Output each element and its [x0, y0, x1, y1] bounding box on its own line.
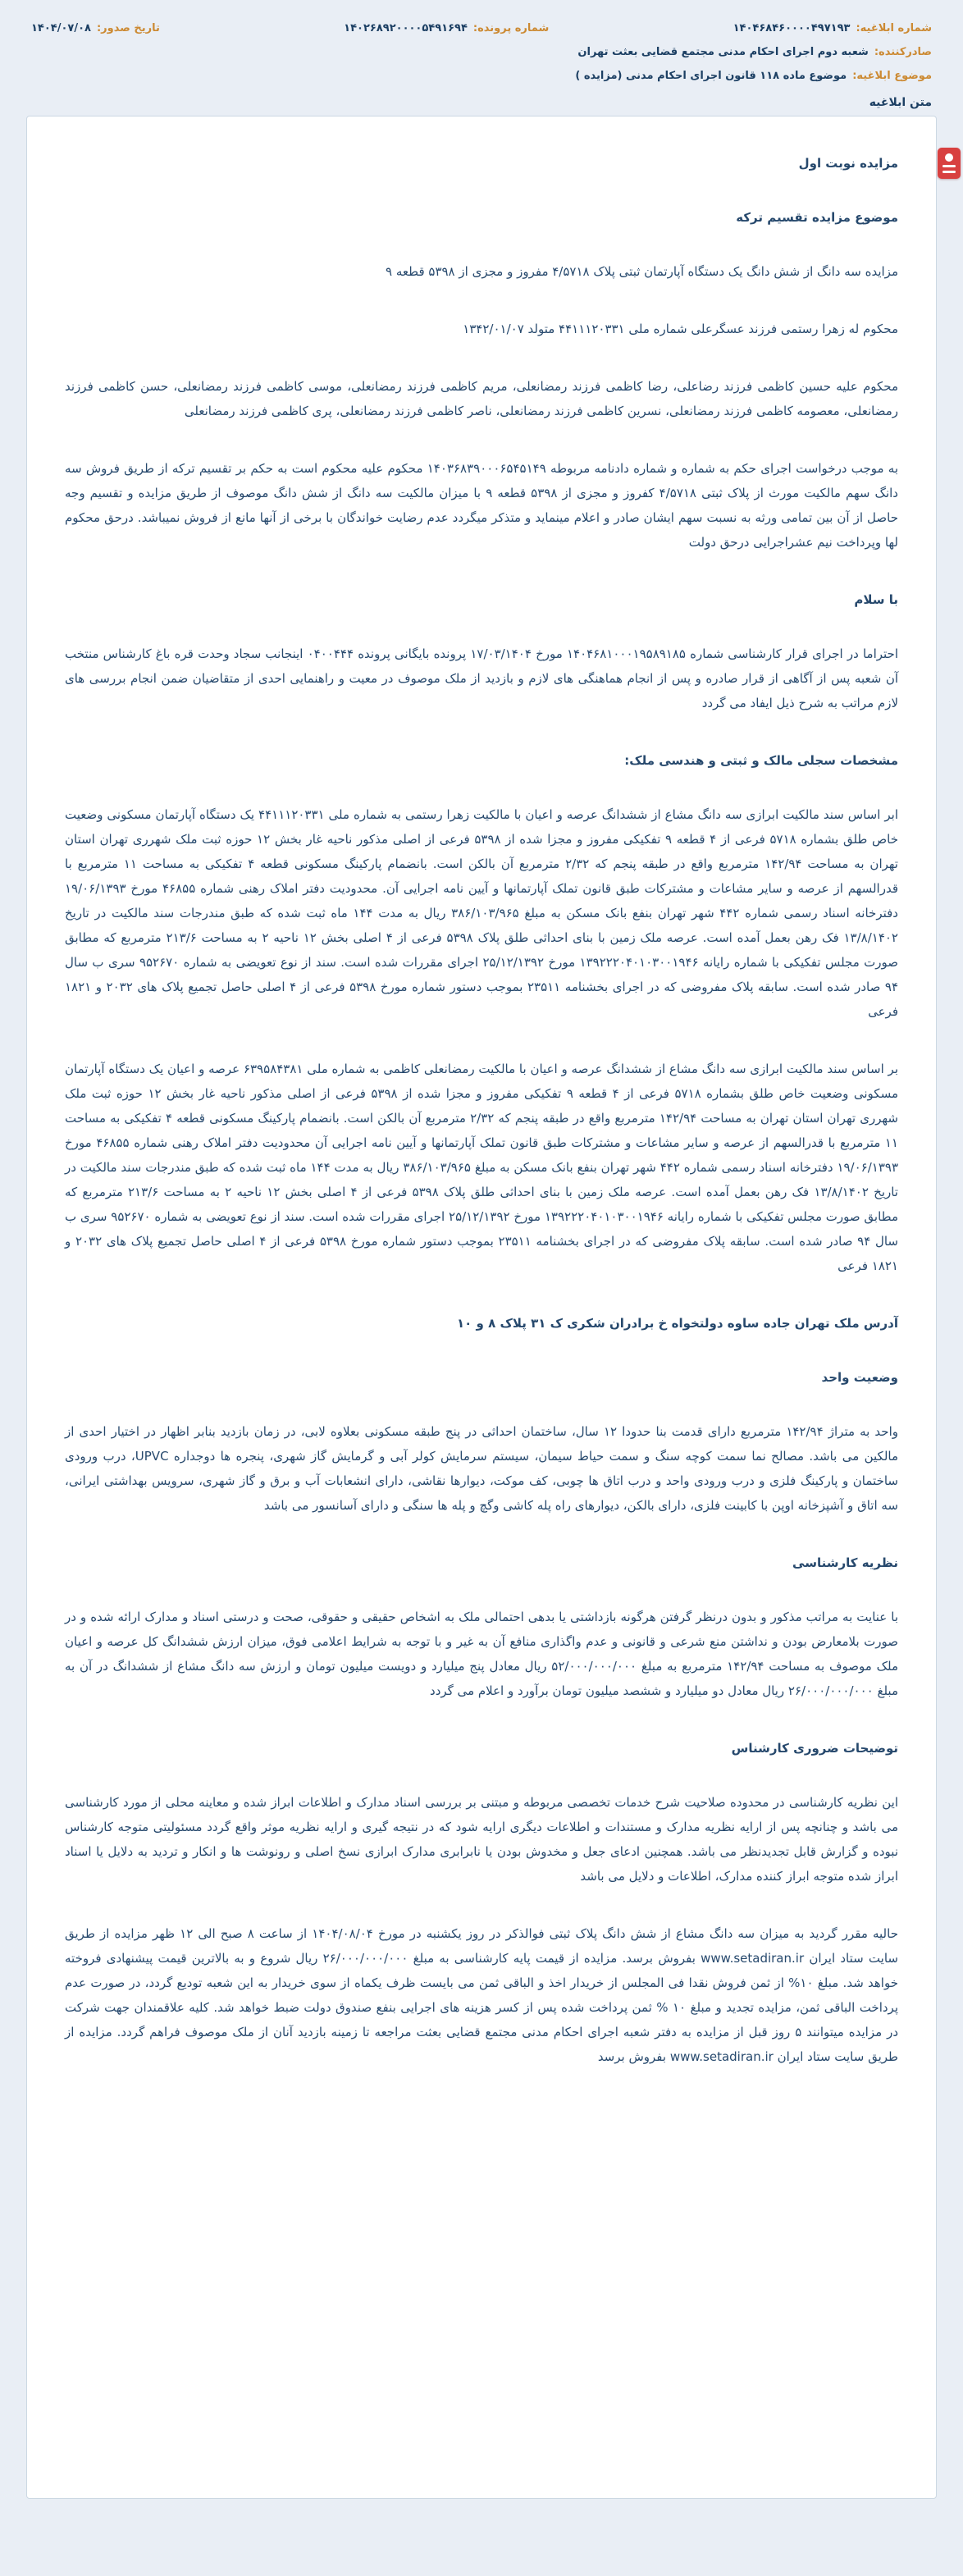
expert-notes-heading: توضیحات ضروری کارشناس	[731, 1741, 898, 1756]
deed-2-paragraph: بر اساس سند مالکیت ابرازی سه دانگ مشاع از ششدانگ عرصه و اعیان با مالکیت رمضانعلی کاظمی به شماره ملی ۶۳۹۵۸۴۳۸۱ عرصه و اعیان یک دستگاه آپارتمان مسکونی وضعیت خاص طلق بشماره ۵۷۱۸ فرعی از ۴ قطعه ۹ تفکیکی مفروز و مجزا شده از ۵۳۹۸ فرعی از اصلی مذکور ناحیه غار بخش ۱۲ حوزه ثبت ملک شهرری تهران استان تهران به مساحت ۱۴۲/۹۴ مترمربع واقع در طبقه پنجم که ۲/۳۲ مترمربع آن بالکن است. بانضمام پارکینگ مسکونی قطعه ۴ تفکیکی به مساحت ۱۱ مترمربع با قدرالسهم از عرصه و سایر مشاعات و مشترکات طبق قانون تملک آپارتمانها و آیین نامه اجرایی آن محدودیت دفتر املاک رهنی شماره ۴۶۸۵۵ مورخ ۱۹/۰۶/۱۳۹۳ دفترخانه اسناد رسمی شماره ۴۴۲ شهر تهران بنفع بانک مسکن به مبلغ ۳۸۶/۱۰۳/۹۶۵ ریال به مدت ۱۴۴ ماه ثبت شده که طبق مندرجات سند مالکیت در تاریخ ۱۳/۸/۱۴۰۲ فک رهن بعمل آمده است. عرصه ملک زمین با بنای احداثی طلق پلاک ۵۳۹۸ فرعی از ۴ اصلی بخش ۱۲ ناحیه ۲ به مساحت ۲۱۳/۶ مترمربع که مطابق صورت مجلس تفکیکی با شماره رایانه ۱۳۹۲۲۲۰۴۰۱۰۳۰۰۱۹۴۶ مورخ ۲۵/۱۲/۱۳۹۲ اجرای مقررات شده است. سند از نوع تعویضی به شماره ۹۵۲۶۷۰ سری ب سال ۹۴ صادر شده است. سابقه پلاک مفروضی که در اجرای بخشنامه ۲۳۵۱۱ بموجب دستور شماره مورخ ۵۳۹۸ فرعی از ۴ اصلی حاصل تجمیع پلاک های ۲۰۳۲ و ۱۸۲۱ فرعی	[65, 1062, 899, 1273]
unit-status-paragraph: واحد به متراژ ۱۴۲/۹۴ مترمربع دارای قدمت بنا حدودا ۱۲ سال، ساختمان احداثی در پنج طبقه مسکونی بعلاوه لابی، در زمان بازدید بنابر اظهار در اختیار احدی از مالکین می باشد. مصالح نما سمت کوچه سنگ و سمت حیاط سیمان، سیستم سرمایش کولر آبی و گرمایش گاز شهری، پنجره ها دوجداره UPVC، درب ورودی ساختمان و پارکینگ فلزی و درب ورودی واحد و درب اتاق ها چوبی، کف موکت، دیوارها نقاشی، دارای انشعابات آب و برق و گاز شهری، سرویس بهداشتی ایرانی، سه اتاق و آشپزخانه اوپن با کابینت فلزی، دارای بالکن، دیوارهای راه پله کاشی وگچ و پله ها سنگی و دارای آسانسور می باشد	[65, 1424, 899, 1513]
notice-paragraphs	[65, 151, 898, 2069]
case-number-label: شماره پرونده:	[472, 22, 550, 34]
notice-number-value: ۱۴۰۴۶۸۴۶۰۰۰۰۴۹۷۱۹۳	[733, 22, 851, 34]
issue-date-value: ۱۴۰۴/۰۷/۰۸	[31, 22, 91, 34]
judgment-debtors-line: محکوم علیه حسین کاظمی فرزند رضاعلی، رضا کاظمی فرزند رمضانعلی، مریم کاظمی فرزند رمضانعلی، موسی کاظمی فرزند رمضانعلی، حسن کاظمی فرزند رمضانعلی، معصومه کاظمی فرزند رمضانعلی، نسرین کاظمی فرزند رمضانعلی، ناصر کاظمی فرزند رمضانعلی، پری کاظمی فرزند رمضانعلی	[65, 379, 898, 418]
issuer-field	[577, 46, 932, 58]
expert-opinion-heading: نظریه کارشناسی	[792, 1555, 898, 1570]
unit-status-heading: وضعیت واحد	[821, 1370, 898, 1385]
meta-row-numbers	[30, 16, 933, 40]
seal-bar	[942, 165, 956, 167]
notice-body-title: متن ابلاغیه	[869, 96, 932, 109]
seal-dot	[945, 153, 953, 162]
expert-notes-paragraph: این نظریه کارشناسی در محدوده صلاحیت شرح خدمات تخصصی مربوطه و مبتنی بر بررسی اسناد مدارک و اطلاعات ابراز شده و معاینه محلی از مورد کارشناسی می باشد و چنانچه پس از ارایه نظریه مدارک و مستندات و اطلاعات دیگری ارایه شود که در نتیجه گیری و ارایه نظریه موثر واقع گردد مسئولیتی متوجه کارشناس نبوده و گزارش قابل تجدیدنظر می باشد. همچنین ادعای جعل و مخدوش بودن یا نابرابری مدارک ابرازی نسخ اصلی و رونوشت ها و انکار و تردید به دلایل یا اسناد ابراز شده متوجه ابراز کننده مدارک، اطلاعات و دلایل می باشد	[65, 1795, 898, 1884]
notice-number-label: شماره ابلاغیه:	[856, 22, 932, 34]
subject-label: موضوع ابلاغیه:	[852, 70, 932, 82]
notice-content-box	[26, 116, 937, 2499]
issuer-label: صادرکننده:	[874, 46, 932, 58]
expert-opinion-paragraph: با عنایت به مراتب مذکور و بدون درنظر گرفتن هرگونه بازداشتی یا بدهی احتمالی ملک به اشخاص حقیقی و حقوقی، صحت و درستی اسناد و مدارک ارائه شده و در صورت بلامعارض بودن و نداشتن منع شرعی و قانونی و عدم واگذاری منافع آن به غیر و با توجه به شرایط اعلامی فوق، میزان ارزش ششدانگ کل عرصه و اعیان ملک موصوف به مساحت ۱۴۲/۹۴ مترمربع به مبلغ ۵۲/۰۰۰/۰۰۰/۰۰۰ ریال معادل پنج میلیارد و دویست میلیون تومان و ارزش سه دانگ مشاع از ششدانگ در آن به مبلغ ۲۶/۰۰۰/۰۰۰/۰۰۰ ریال معادل دو میلیارد و ششصد میلیون تومان برآورد و اعلام می گردد	[65, 1610, 898, 1698]
case-number-value: ۱۴۰۲۶۸۹۲۰۰۰۰۵۴۹۱۶۹۴	[344, 22, 468, 34]
judiciary-seal-icon	[938, 148, 961, 179]
auction-property-line: مزایده سه دانگ از شش دانگ یک دستگاه آپارتمان ثبتی پلاک ۴/۵۷۱۸ مفروز و مجزی از ۵۳۹۸ قطعه ۹	[386, 264, 898, 279]
auction-round-heading: مزایده نوبت اول	[798, 156, 898, 171]
seal-bar	[942, 171, 956, 173]
property-address-heading: آدرس ملک تهران جاده ساوه دولتخواه خ برادران شکری ک ۳۱ پلاک ۸ و ۱۰	[456, 1316, 898, 1331]
case-number-field	[344, 22, 549, 34]
expert-intro-paragraph: احتراما در اجرای قرار کارشناسی شماره ۱۴۰۴۶۸۱۰۰۰۱۹۵۸۹۱۸۵ مورخ ۱۷/۰۳/۱۴۰۴ پرونده بایگانی پرونده ۰۴۰۰۴۴۴ اینجانب سجاد وحدت قره باغ کارشناس منتخب آن شعبه پس از آگاهی از قرار صادره و پس از انجام هماهنگی های لازم و بازدید از ملک موصوف در معیت و راهنمایی احدی از متقاضیان ضمن انجام بررسی های لازم مراتب به شرح ذیل ایفاد می گردد	[65, 646, 898, 710]
judgment-summary-paragraph: به موجب درخواست اجرای حکم به شماره و شماره دادنامه مربوطه ۱۴۰۳۶۸۳۹۰۰۰۶۵۴۵۱۴۹ محکوم علیه محکوم است به حکم بر تقسیم ترکه از طریق فروش سه دانگ سهم مالکیت مورث از پلاک ثبتی ۴/۵۷۱۸ کفروز و مجزی از ۵۳۹۸ قطعه ۹ با میزان مالکیت سه دانگ از شش دانگ موصوف از طریق مزایده و تقسیم وجه حاصل از آن بین تمامی ورثه به نسبت سهم ایشان صادر و اعلام مینماید و متذکر میگردد عدم رضایت خواندگان با برخی از آنها مانع از فروش نمیباشد. درحق محکوم لها وپرداخت نیم عشراجرایی درحق دولت	[65, 461, 898, 550]
issue-date-label: تاریخ صدور:	[96, 22, 160, 34]
meta-row-subject	[30, 64, 933, 88]
subject-value: موضوع ماده ۱۱۸ قانون اجرای احکام مدنی (مزایده )	[575, 70, 847, 82]
notice-header	[25, 13, 938, 88]
meta-row-issuer	[30, 40, 933, 64]
salutation-heading: با سلام	[854, 592, 898, 607]
issuer-value: شعبه دوم اجرای احکام مدنی مجتمع قضایی بعثت تهران	[577, 46, 869, 58]
judgment-creditor-line: محکوم له زهرا رستمی فرزند عسگرعلی شماره ملی ۴۴۱۱۱۲۰۳۳۱ متولد ۱۳۴۲/۰۱/۰۷	[463, 322, 898, 336]
property-specs-heading: مشخصات سجلی مالک و ثبتی و هندسی ملک:	[624, 753, 898, 768]
auction-terms-paragraph: حالیه مقرر گردید به میزان سه دانگ مشاع از شش دانگ پلاک ثبتی فوالذکر در روز یکشنبه در مورخ ۱۴۰۴/۰۸/۰۴ از ساعت ۸ صبح الی ۱۲ ظهر مزایده از طریق سایت ستاد ایران www.setadiran.ir بفروش برسد. مزایده از قیمت پایه کارشناسی به مبلغ ۲۶/۰۰۰/۰۰۰/۰۰۰ ریال شروع و به بالاترین قیمت پیشنهادی فروخته خواهد شد. مبلغ ۱۰% از ثمن فروش نقدا فی المجلس از خریدار اخذ و الباقی ثمن می بایست ظرف یکماه از سوی خریدار به این شعبه تودیع گردد، در صورت عدم پرداخت الباقی ثمن، مزایده تجدید و مبلغ ۱۰ % ثمن پرداخت شده پس از کسر هزینه های اجرایی بنفع صندوق دولت ضبط خواهد شد. کلیه علاقمندان جهت شرکت در مزایده میتوانند ۵ روز قبل از مزایده به دفتر شعبه اجرای احکام مدنی مجتمع قضایی بعثت مراجعه تا زمینه بازدید آنان از ملک موصوف فراهم گردد. مزایده از طریق سایت ستاد ایران www.setadiran.ir بفروش برسد	[65, 1926, 899, 2064]
issue-date-field	[31, 22, 160, 34]
notice-number-field	[733, 22, 932, 34]
auction-subject-heading: موضوع مزایده تقسیم ترکه	[736, 210, 898, 225]
subject-field	[575, 70, 932, 82]
deed-1-paragraph: ابر اساس سند مالکیت ابرازی سه دانگ مشاع از ششدانگ عرصه و اعیان با مالکیت زهرا رستمی به شماره ملی ۴۴۱۱۱۲۰۳۳۱ یک دستگاه آپارتمان مسکونی وضعیت خاص طلق بشماره ۵۷۱۸ فرعی از ۴ قطعه ۹ تفکیکی مفروز و مجزا شده از ۵۳۹۸ فرعی از اصلی مذکور ناحیه غار بخش ۱۲ حوزه ثبت ملک شهرری تهران استان تهران به مساحت ۱۴۲/۹۴ مترمربع واقع در طبقه پنجم که ۲/۳۲ مترمربع آن بالکن است. بانضمام پارکینگ مسکونی قطعه ۴ تفکیکی به مساحت ۱۱ مترمربع با قدرالسهم از عرصه و سایر مشاعات و مشترکات طبق قانون تملک آپارتمانها و آیین نامه اجرایی آن. محدودیت دفتر املاک رهنی شماره ۴۶۸۵۵ مورخ ۱۹/۰۶/۱۳۹۳ دفترخانه اسناد رسمی شماره ۴۴۲ شهر تهران بنفع بانک مسکن به مبلغ ۳۸۶/۱۰۳/۹۶۵ ریال به مدت ۱۴۴ ماه ثبت شده که طبق مندرجات سند مالکیت در تاریخ ۱۳/۸/۱۴۰۲ فک رهن بعمل آمده است. عرصه ملک زمین با بنای احداثی طلق پلاک ۵۳۹۸ فرعی از ۴ اصلی بخش ۱۲ ناحیه ۲ به مساحت ۲۱۳/۶ مترمربع که مطابق صورت مجلس تفکیکی با شماره رایانه ۱۳۹۲۲۲۰۴۰۱۰۳۰۰۱۹۴۶ مورخ ۲۵/۱۲/۱۳۹۲ اجرای مقررات شده است. سند از نوع تعویضی به شماره ۹۵۲۶۷۰ سری ب سال ۹۴ صادر شده است. سابقه پلاک مفروضی که در اجرای بخشنامه ۲۳۵۱۱ بموجب دستور شماره مورخ ۵۳۹۸ فرعی از ۴ اصلی حاصل تجمیع پلاک های ۲۰۳۲ و ۱۸۲۱ فرعی	[65, 807, 899, 1019]
